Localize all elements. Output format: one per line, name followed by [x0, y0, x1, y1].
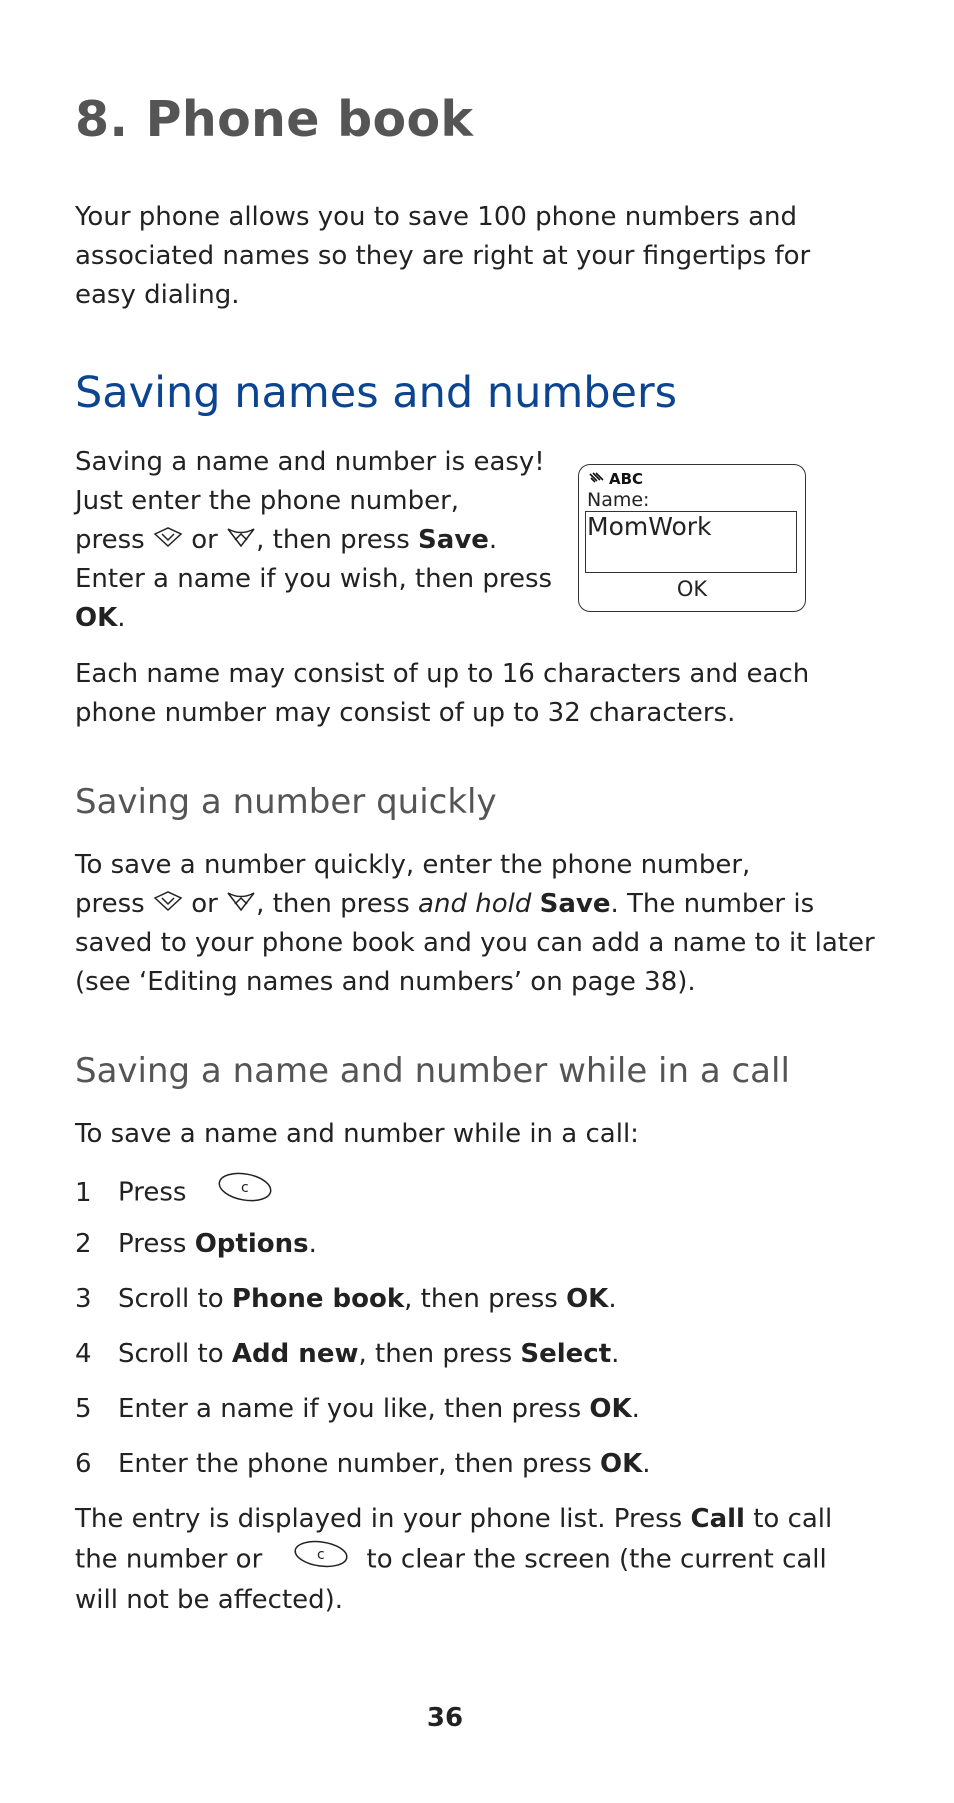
saving-line	[75, 599, 555, 638]
and-hold-text: and hold	[418, 889, 532, 919]
step-text: Press	[118, 1229, 195, 1259]
outro-paragraph	[75, 1500, 885, 1620]
saving-paragraph	[75, 443, 555, 638]
status-bar	[589, 470, 643, 488]
saving-line: Saving a name and number is easy!	[75, 447, 545, 477]
text: press	[75, 889, 145, 919]
step-text: .	[631, 1394, 640, 1424]
phone-screen-illustration	[578, 464, 806, 612]
quick-line	[75, 885, 875, 924]
name-input	[585, 511, 797, 573]
step-number: 1	[75, 1177, 92, 1208]
step-4	[75, 1335, 619, 1374]
step-bold: Select	[520, 1339, 612, 1369]
in-call-intro: To save a name and number while in a call:	[75, 1119, 639, 1149]
quick-line: (see ‘Editing names and numbers’ on page 38).	[75, 967, 696, 997]
step-text: .	[642, 1449, 651, 1479]
text: or	[191, 525, 218, 555]
text: The entry is displayed in your phone list. Press	[75, 1504, 691, 1534]
step-text: Enter the phone number, then press	[118, 1449, 601, 1479]
text: , then press	[256, 889, 410, 919]
text: to clear the screen (the current call	[366, 1544, 827, 1575]
step-text: .	[308, 1229, 317, 1259]
page-number: 36	[426, 1703, 464, 1733]
input-mode-indicator: ABC	[609, 470, 644, 488]
text: , then press	[256, 525, 410, 555]
step-text: Press	[118, 1177, 187, 1208]
limits-paragraph	[75, 655, 809, 733]
quick-line: To save a number quickly, enter the phone number,	[75, 850, 751, 880]
quick-save-heading: Saving a number quickly	[75, 782, 497, 822]
step-text: , then press	[404, 1284, 567, 1314]
step-number: 3	[75, 1284, 92, 1314]
step-number: 6	[75, 1449, 92, 1479]
save-label: Save	[539, 889, 611, 919]
ok-softkey: OK	[676, 577, 708, 601]
clear-key-icon	[293, 1539, 349, 1581]
page-title: 8. Phone book	[75, 90, 474, 148]
name-value: MomWork	[587, 512, 712, 541]
text: .	[117, 603, 126, 633]
step-bold: OK	[566, 1284, 609, 1314]
quick-save-paragraph	[75, 846, 875, 1002]
intro-line: easy dialing.	[75, 280, 240, 310]
step-number: 5	[75, 1394, 92, 1424]
ok-label: OK	[75, 603, 118, 633]
outro-line: will not be affected).	[75, 1585, 344, 1615]
step-1	[75, 1170, 273, 1216]
clear-key-icon	[217, 1170, 273, 1216]
text: the number or	[75, 1544, 263, 1575]
text: .	[488, 525, 498, 555]
text: to call	[744, 1504, 833, 1534]
text: or	[191, 889, 218, 919]
step-text: .	[611, 1339, 620, 1369]
name-label: Name:	[587, 489, 650, 511]
step-bold: OK	[589, 1394, 632, 1424]
step-bold: OK	[600, 1449, 643, 1479]
step-text: Enter a name if you like, then press	[118, 1394, 590, 1424]
saving-line	[75, 521, 555, 560]
step-bold: Phone book	[231, 1284, 405, 1314]
scroll-down-key-icon	[153, 521, 183, 560]
step-text: Scroll to	[118, 1339, 232, 1369]
step-2	[75, 1225, 317, 1264]
saving-line: Just enter the phone number,	[75, 486, 460, 516]
step-text: , then press	[358, 1339, 521, 1369]
step-number: 4	[75, 1339, 92, 1369]
call-label: Call	[690, 1504, 745, 1534]
signal-icon	[589, 470, 605, 488]
svg-text:c: c	[316, 1547, 325, 1563]
quick-line: saved to your phone book and you can add a name to it later	[75, 928, 875, 958]
saving-line: Enter a name if you wish, then press	[75, 564, 553, 594]
intro-paragraph	[75, 198, 810, 315]
step-number: 2	[75, 1229, 92, 1259]
in-call-heading: Saving a name and number while in a call	[75, 1051, 790, 1091]
outro-line	[75, 1500, 885, 1539]
step-bold: Add new	[231, 1339, 359, 1369]
scroll-up-key-icon	[226, 521, 256, 560]
intro-line: associated names so they are right at your fingertips for	[75, 241, 811, 271]
limits-line: phone number may consist of up to 32 characters.	[75, 698, 736, 728]
step-text: .	[608, 1284, 617, 1314]
scroll-down-key-icon	[153, 885, 183, 924]
outro-line	[75, 1539, 885, 1581]
step-bold: Options	[194, 1229, 309, 1259]
step-5	[75, 1390, 640, 1429]
intro-line: Your phone allows you to save 100 phone numbers and	[75, 202, 798, 232]
text: . The number is	[610, 889, 815, 919]
limits-line: Each name may consist of up to 16 characters and each	[75, 659, 810, 689]
save-label: Save	[418, 525, 489, 555]
text: press	[75, 525, 145, 555]
section-title: Saving names and numbers	[75, 368, 678, 418]
step-text: Scroll to	[118, 1284, 232, 1314]
step-3	[75, 1280, 617, 1319]
step-6	[75, 1445, 651, 1484]
scroll-up-key-icon	[226, 885, 256, 924]
svg-text:c: c	[240, 1180, 249, 1196]
